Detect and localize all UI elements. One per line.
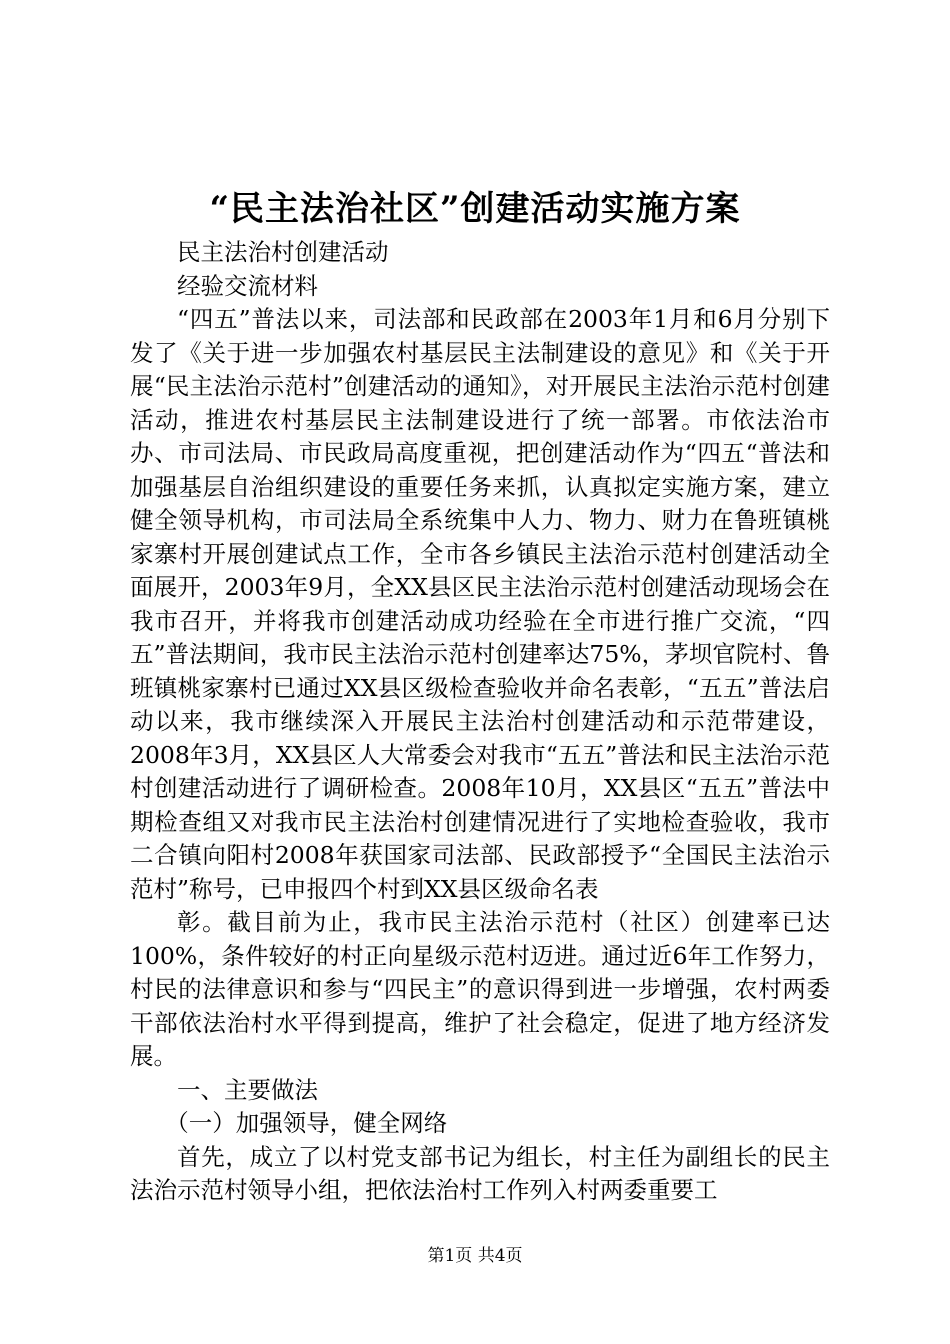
body-paragraph-2: 彰。截目前为止，我市民主法治示范村（社区）创建率已达100%，条件较好的村正向星级示范村迈进。通过近6年工作努力，村民的法律意识和参与“四民主”的意识得到进一步增强，农村两委干部依法治村水平得到提高，维护了社会稳定，促进了地方经济发展。 xyxy=(130,908,830,1070)
subtitle-line-2: 经验交流材料 xyxy=(177,271,318,300)
document-title: “民主法治社区”创建活动实施方案 xyxy=(209,189,741,229)
subsection-heading-leadership: （一）加强领导，健全网络 xyxy=(165,1109,448,1137)
body-paragraph-1: “四五”普法以来，司法部和民政部在2003年1月和6月分别下发了《关于进一步加强农村基层民主法制建设的意见》和《关于开展“民主法治示范村”创建活动的通知》，对开展民主法治示范村创建活动，推进农村基层民主法制建设进行了统一部署。市依法治市办、市司法局、市民政局高度重视，把创建活动作为“四五“普法和加强基层自治组织建设的重要任务来抓，认真拟定实施方案，建立健全领导机构，市司法局全系统集中人力、物力、财力在鲁班镇桃家寨村开展创建试点工作，全市各乡镇民主法治示范村创建活动全面展开，2003年9月，全XX县区民主法治示范村创建活动现场会在我市召开，并将我市创建活动成功经验在全市进行推广交流，“四五”普法期间，我市民主法治示范村创建率达75%，茅坝官院村、鲁班镇桃家寨村已通过XX县区级检查验收并命名表彰，“五五”普法启动以来，我市继续深入开展民主法治村创建活动和示范带建设，2008年3月，XX县区人大常委会对我市“五五”普法和民主法治示范村创建活动进行了调研检查。2008年10月，XX县区“五五”普法中期检查组又对我市民主法治村创建情况进行了实地检查验收，我市二合镇向阳村2008年获国家司法部、民政部授予“全国民主法治示范村”称号，已申报四个村到XX县区级命名表 xyxy=(130,305,830,903)
section-heading-main-practices: 一、主要做法 xyxy=(177,1075,318,1104)
subtitle-line-1: 民主法治村创建活动 xyxy=(177,238,389,266)
document-body xyxy=(130,236,830,1208)
page-number-footer: 第1页 共4页 xyxy=(427,1246,523,1266)
body-paragraph-3: 首先，成立了以村党支部书记为组长，村主任为副组长的民主法治示范村领导小组，把依法治村工作列入村两委重要工 xyxy=(130,1142,830,1204)
